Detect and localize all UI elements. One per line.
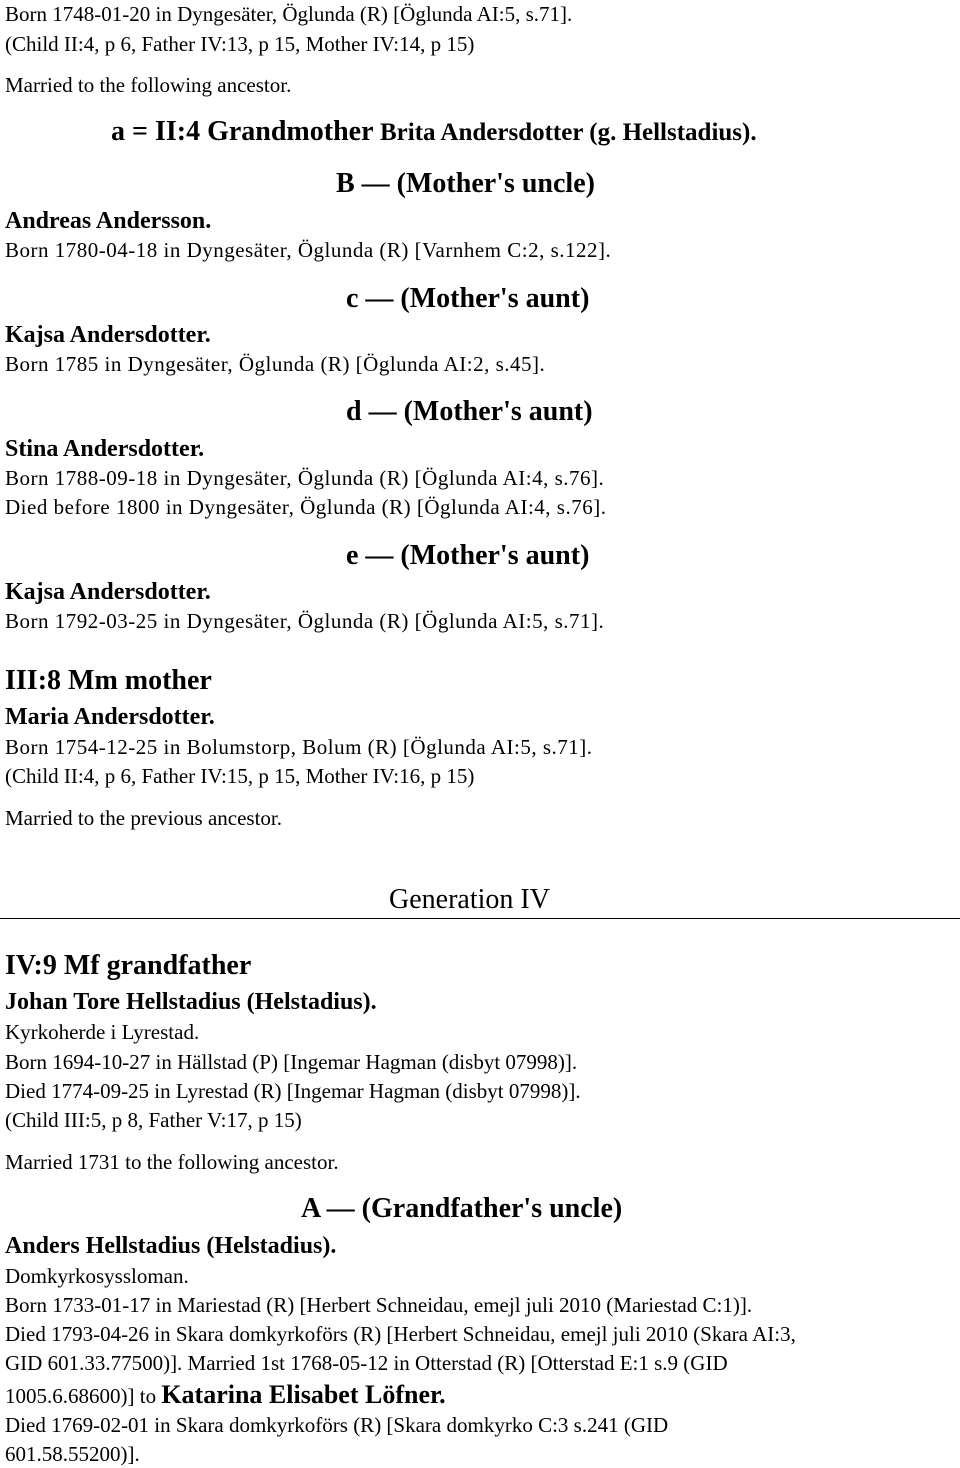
- divider: [0, 918, 960, 919]
- person-name: Anders Hellstadius (Helstadius).: [5, 1233, 337, 1259]
- section-heading-A: A — (Grandfather's uncle): [301, 1193, 623, 1224]
- text-line: Died before 1800 in Dyngesäter, Öglunda (R) [Öglunda AI:4, s.76].: [5, 495, 607, 519]
- text-line: Born 1754-12-25 in Bolumstorp, Bolum (R) [Öglunda AI:5, s.71].: [5, 735, 593, 759]
- text-line: Died 1769-02-01 in Skara domkyrkoförs (R) [Skara domkyrko C:3 s.241 (GID: [5, 1413, 669, 1437]
- section-heading-e: e — (Mother's aunt): [346, 540, 590, 571]
- ancestor-heading: III:8 Mm mother: [5, 665, 212, 696]
- generation-heading: Generation IV: [389, 884, 550, 915]
- text-line: Born 1780-04-18 in Dyngesäter, Öglunda (R) [Varnhem C:2, s.122].: [5, 238, 612, 262]
- text-line: Born 1785 in Dyngesäter, Öglunda (R) [Öglunda AI:2, s.45].: [5, 352, 546, 376]
- text-line: GID 601.33.77500)]. Married 1st 1768-05-12 in Otterstad (R) [Otterstad E:1 s.9 (GID: [5, 1351, 728, 1375]
- text-line: [5, 1382, 446, 1408]
- spouse-name: Katarina Elisabet Löfner.: [161, 1380, 446, 1409]
- person-name: Kajsa Andersdotter.: [5, 322, 211, 348]
- ancestor-heading: IV:9 Mf grandfather: [5, 950, 252, 981]
- section-heading-a: [111, 118, 757, 146]
- person-name: Andreas Andersson.: [5, 208, 212, 234]
- text-line: Born 1694-10-27 in Hällstad (P) [Ingemar Hagman (disbyt 07998)].: [5, 1050, 578, 1074]
- text-line: Domkyrkosyssloman.: [5, 1264, 189, 1288]
- heading-name: Brita Andersdotter (g. Hellstadius).: [380, 119, 757, 146]
- text-line: Married to the following ancestor.: [5, 73, 292, 97]
- section-heading-c: c — (Mother's aunt): [346, 283, 590, 314]
- text-line: Born 1792-03-25 in Dyngesäter, Öglunda (R) [Öglunda AI:5, s.71].: [5, 609, 605, 633]
- text-line: Married 1731 to the following ancestor.: [5, 1150, 339, 1174]
- text-line: 601.58.55200)].: [5, 1442, 140, 1466]
- text-line: (Child II:4, p 6, Father IV:13, p 15, Mother IV:14, p 15): [5, 32, 475, 56]
- text-line: Born 1733-01-17 in Mariestad (R) [Herbert Schneidau, emejl juli 2010 (Mariestad C:1)].: [5, 1293, 753, 1317]
- person-name: Stina Andersdotter.: [5, 436, 205, 462]
- person-name: Kajsa Andersdotter.: [5, 579, 211, 605]
- text-line: Born 1748-01-20 in Dyngesäter, Öglunda (R) [Öglunda AI:5, s.71].: [5, 2, 573, 26]
- text-line: Kyrkoherde i Lyrestad.: [5, 1020, 200, 1044]
- text-fragment: 1005.6.68600)] to: [5, 1384, 157, 1408]
- person-name: Maria Andersdotter.: [5, 704, 215, 730]
- text-line: Died 1793-04-26 in Skara domkyrkoförs (R) [Herbert Schneidau, emejl juli 2010 (Skara AI:3,: [5, 1322, 796, 1346]
- text-line: Died 1774-09-25 in Lyrestad (R) [Ingemar Hagman (disbyt 07998)].: [5, 1079, 581, 1103]
- text-line: (Child II:4, p 6, Father IV:15, p 15, Mother IV:16, p 15): [5, 764, 475, 788]
- text-line: (Child III:5, p 8, Father V:17, p 15): [5, 1108, 302, 1132]
- section-heading-B: B — (Mother's uncle): [336, 168, 595, 199]
- text-line: Born 1788-09-18 in Dyngesäter, Öglunda (R) [Öglunda AI:4, s.76].: [5, 466, 605, 490]
- heading-prefix: a = II:4 Grandmother: [111, 116, 373, 147]
- person-name: Johan Tore Hellstadius (Helstadius).: [5, 989, 377, 1015]
- section-heading-d: d — (Mother's aunt): [346, 396, 593, 427]
- text-line: Married to the previous ancestor.: [5, 806, 282, 830]
